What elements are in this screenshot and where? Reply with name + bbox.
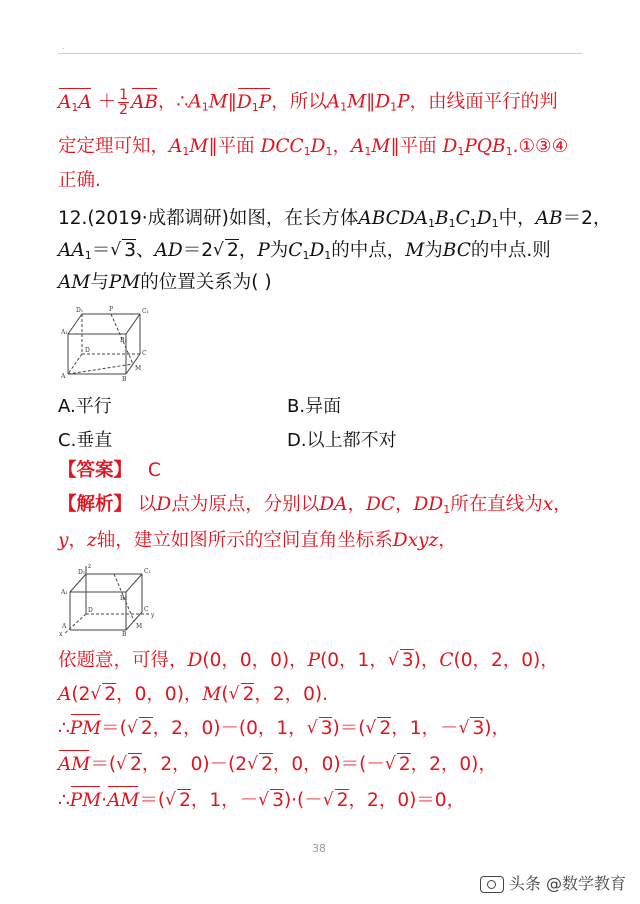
header-mark: . bbox=[62, 42, 65, 51]
option-c[interactable]: C.垂直 bbox=[58, 430, 113, 451]
fig2-label: C₁ bbox=[144, 568, 151, 575]
option-d[interactable]: D.以上都不对 bbox=[287, 430, 397, 451]
fig2-label: D₁ bbox=[78, 569, 86, 576]
fig1-label: B bbox=[122, 376, 127, 382]
fig2-label: y bbox=[151, 612, 155, 619]
option-b[interactable]: B.异面 bbox=[287, 396, 342, 417]
fig1-label: D bbox=[85, 347, 90, 354]
option-a[interactable]: A.平行 bbox=[58, 396, 112, 417]
solution-line-5: ∴PM·AM＝(√ 2，1，－√ 3)·(－√ 2，2，0)＝0， bbox=[58, 788, 600, 814]
fig1-label: A bbox=[61, 373, 66, 380]
fig2-label: B₁ bbox=[120, 595, 127, 602]
answer-line bbox=[58, 458, 600, 484]
header-rule bbox=[58, 53, 582, 54]
solution-line-4: AM＝(√ 2，2，0)－(2√ 2，0，0)＝(－√ 2，2，0)， bbox=[58, 752, 600, 778]
fraction-half: $\frac{1}{2}$ bbox=[119, 87, 129, 118]
watermark: 头条 @数学教育 bbox=[480, 871, 626, 894]
fig2-label: x bbox=[59, 631, 63, 636]
page-number: 38 bbox=[312, 842, 326, 855]
fig1-label: B₁ bbox=[120, 337, 127, 344]
camera-icon bbox=[480, 876, 504, 893]
fig2-label: C bbox=[144, 606, 149, 613]
analysis-line-1: 【解析】 以D点为原点，分别以DA，DC，$DD_1$所在直线为x， bbox=[58, 494, 572, 516]
fig1-label: P bbox=[109, 306, 114, 313]
answer-tag: 【答案】 bbox=[58, 460, 133, 481]
fig2-label: z bbox=[88, 563, 92, 570]
question-line-1: 12.(2019·成都调研)如图，在长方体$ABCDA_1B_1C_1D_1$中，AB＝2， bbox=[58, 208, 612, 230]
cuboid-figure-1 bbox=[60, 302, 156, 382]
fig1-label: C bbox=[142, 350, 147, 357]
continued-line-2: 定定理可知，$A_1M\parallel$平面 $DCC_1D_1$，$A_1M\parallel$平面 $D_1PQB_1.①③④$ bbox=[58, 136, 569, 158]
cuboid-figure-2 bbox=[58, 562, 158, 636]
solution-line-2: A(2√ 2，0，0)，M(√ 2，2，0). bbox=[58, 682, 600, 708]
fig1-label: M bbox=[135, 365, 142, 372]
solution-line-1: 依题意，可得，D(0，0，0)，P(0，1，√ 3)，C(0，2，0)， bbox=[58, 648, 600, 674]
answer-value: C bbox=[147, 460, 161, 481]
question-line-3: AM与PM的位置关系为( ) bbox=[58, 272, 272, 293]
fig2-label: B bbox=[122, 631, 127, 636]
fig2-label: A bbox=[62, 623, 67, 630]
question-line-2: $AA_1=√$ 3、AD＝2√ 2，P为$C_1D_1$的中点，M为BC的中点.则 bbox=[58, 238, 600, 264]
fig1-label: D₁ bbox=[76, 307, 84, 314]
fig2-label: D bbox=[88, 607, 93, 614]
fig1-label: A₁ bbox=[61, 329, 68, 336]
fig2-label: A₁ bbox=[61, 589, 68, 596]
solution-line-3: ∴PM＝(√ 2，2，0)－(0，1，√ 3)＝(√ 2，1，－√ 3)， bbox=[58, 716, 600, 742]
continued-line-1: $A_1A$ ＋ $\frac{1}{2}$ AB，$\therefore A_1M\parallel D_1P$，所以$A_1M\parallel D_1P$，由线面平行的判 bbox=[58, 87, 558, 118]
continued-line-3: 正确. bbox=[58, 170, 101, 191]
analysis-line-2: y，z轴，建立如图所示的空间直角坐标系Dxyz， bbox=[58, 530, 457, 551]
analysis-tag: 【解析】 bbox=[58, 494, 133, 515]
fig1-label: C₁ bbox=[142, 308, 149, 315]
fig2-label: M bbox=[136, 623, 143, 630]
